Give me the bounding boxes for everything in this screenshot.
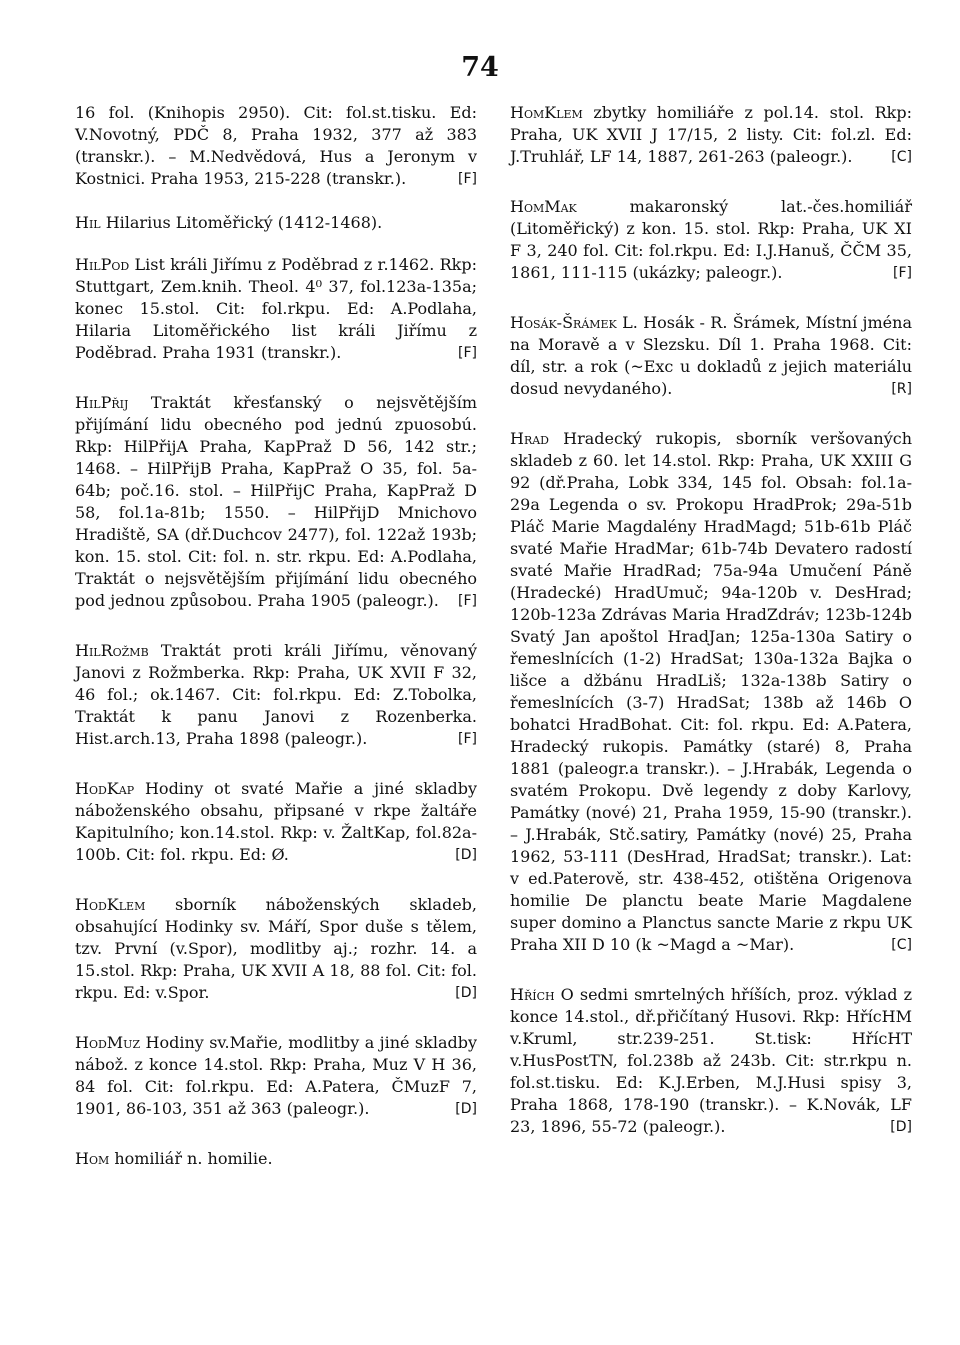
entry-text: Hradecký rukopis, sborník veršovaných skladeb z 60. let 14.stol. Rkp: Praha, UK XXIII G 92 (dř.Praha, Lobk 334, 145 fol. Obsah: fol.1a-29a Legenda o sv. Prokopu HradProk; 29a-51b Pláč Marie Magdalény HradMagd; 51b-61b Pláč svaté Mařie HradMar; 61b-74b Devatero radostí svaté Mařie HradRad; 75a-94a Umučení Páně (Hradecké) HradUmuč; 94a-120b v. DesHrad; 120b-123a Zdrávas Maria HradZdráv; 123b-124b Svatý Jan apoštol HradJan; 125a-130a Satiry o řemeslnících (1-2) HradSat; 130a-132a Bajka o lišce a džbánu HradLiš; 132a-138b Satiry o řemeslnících (3-7) HradSat; 138b až 146b O bohatci HradBohat. Cit: fol. rkpu. Ed: A.Patera, Hradecký rukopis. Památky (staré) 8, Praha 1881 (paleogr.a transkr.). – J.Hrabák, Legenda o svatém Prokopu. Dvě legendy z doby Karlovy, Památky (nové) 21, Praha 1959, 15-90 (transkr.). – J.Hrabák, Stč.satiry, Památky (nové) 25, Praha 1962, 53-111 (DesHrad, HradSat; transkr.). Lat: v ed.Paterově, str. 438-452, otištěna Origenova homilie De planctu beate Marie Magdalene super domino a Planctus sancte Marie z rkpu UK Praha XII D 10 (k ~Magd a ~Mar). — [510, 429, 912, 954]
entry-text: sborník náboženských skladeb, obsahující Hodinky sv. Máří, Spor duše s tělem, tzv. První (v.Spor), modlitby aj.; rozhr. 14. a 15.stol. Rkp: Praha, UK XVII A 18, 88 fol. Cit: fol. rkpu. Ed: v.Spor. — [75, 895, 477, 1002]
entry-source-tag: [C] — [891, 937, 912, 953]
page-number: 74 — [461, 52, 499, 83]
entry-text: makaronský lat.-čes.homiliář (Litoměřický) z kon. 15. stol. Rkp: Praha, UK XI F 3, 240 fol. Cit: fol.rkpu. Ed: I.J.Hanuš, ČČM 35, 1861, 111-115 (ukázky; paleogr.). — [510, 197, 912, 282]
entry-text: List králi Jiřímu z Poděbrad z r.1462. Rkp: Stuttgart, Zem.knih. Theol. 4⁰ 37, fol.123a-135a; konec 15.stol. Cit: fol.rkpu. Ed: A.Podlaha, Hilaria Litoměřického list králi Jiřímu z Poděbrad. Praha 1931 (transkr.). — [75, 255, 477, 362]
right-column — [510, 102, 912, 1138]
entry-source-tag: [F] — [458, 345, 477, 361]
entry-source-tag: [C] — [891, 149, 912, 165]
entry-headword: Hom — [75, 1149, 110, 1168]
entry-headword: Hřích — [510, 985, 555, 1004]
dictionary-entry — [75, 640, 477, 750]
entry-source-tag: [D] — [455, 847, 477, 863]
dictionary-entry — [510, 428, 912, 956]
entry-source-tag: [F] — [458, 171, 477, 187]
entry-headword: HilPod — [75, 255, 130, 274]
entry-headword: HomKlem — [510, 103, 583, 122]
entry-headword: HilPřij — [75, 393, 129, 412]
left-column — [75, 102, 477, 1170]
entry-text: O sedmi smrtelných hříších, proz. výklad z konce 14.stol., dř.přičítaný Husovi. Rkp: HřícHM v.Kruml, str.239-251. St.tisk: HřícHT v.HusPostTN, fol.238b až 243b. Cit: str.rkpu n. fol.st.tisku. Ed: K.J.Erben, M.J.Husi spisy 3, Praha 1868, 178-190 (transkr.). – K.Novák, LF 23, 1896, 55-72 (paleogr.). — [510, 985, 912, 1136]
entry-source-tag: [D] — [455, 1101, 477, 1117]
entry-text: L. Hosák - R. Šrámek, Místní jména na Moravě a v Slezsku. Díl 1. Praha 1968. Cit: díl, str. a rok (~Exc u dokladů z jejich materiálu dosud nevydaného). — [510, 313, 912, 398]
entry-text: zbytky homiliáře z pol.14. stol. Rkp: Praha, UK XVII J 17/15, 2 listy. Cit: fol.zl. Ed: J.Truhlář, LF 14, 1887, 261-263 (paleogr.). — [510, 103, 912, 166]
entry-text: Hodiny ot svaté Mařie a jiné skladby náboženského obsahu, připsané v rkpe žaltáře Kapitulního; kon.14.stol. Rkp: v. ŽaltKap, fol.82a-100b. Cit: fol. rkpu. Ed: Ø. — [75, 779, 477, 864]
entry-text: homiliář n. homilie. — [109, 1149, 273, 1168]
dictionary-entry — [75, 212, 477, 234]
entry-headword: HodKlem — [75, 895, 146, 914]
entry-headword: Hrad — [510, 429, 549, 448]
entry-text: Traktát křesťanský o nejsvětějším přijímání lidu obecného pod jednú zpuosobú. Rkp: HilPřijA Praha, KapPraž D 56, 142 str.; 1468. – HilPřijB Praha, KapPraž O 35, fol. 5a-64b; poč.16. stol. – HilPřijC Praha, KapPraž D 58, fol.1a-81b; 1550. – HilPřijD Mnichovo Hradiště, SA (dř.Duchcov 2477), fol. 122až 193b; kon. 15. stol. Cit: fol. n. str. rkpu. Ed: A.Podlaha, Traktát o nejsvětějším přijímání lidu obecného pod jednou způsobou. Praha 1905 (paleogr.). — [75, 393, 477, 610]
entry-text: Traktát proti králi Jiřímu, věnovaný Janovi z Rožmberka. Rkp: Praha, UK XVII F 32, 46 fol.; ok.1467. Cit: fol.rkpu. Ed: Z.Tobolka, Traktát k panu Janovi z Rozenberka. Hist.arch.13, Praha 1898 (paleogr.). — [75, 641, 477, 748]
dictionary-entry — [510, 102, 912, 168]
entry-text: Hodiny sv.Mařie, modlitby a jiné skladby nábož. z konce 14.stol. Rkp: Praha, Muz V H 36, 84 fol. Cit: fol.rkpu. Ed: A.Patera, ČMuzF 7, 1901, 86-103, 351 až 363 (paleogr.). — [75, 1033, 477, 1118]
entry-source-tag: [F] — [458, 593, 477, 609]
dictionary-entry — [75, 778, 477, 866]
entry-text: Hilarius Litoměřický (1412-1468). — [100, 213, 383, 232]
entry-source-tag: [F] — [458, 731, 477, 747]
dictionary-entry — [75, 1032, 477, 1120]
entry-headword: HodMuz — [75, 1033, 141, 1052]
entry-headword: Hosák-Šrámek — [510, 313, 617, 332]
dictionary-entry — [75, 392, 477, 612]
entry-source-tag: [D] — [890, 1119, 912, 1135]
entry-headword: HomMak — [510, 197, 577, 216]
entry-source-tag: [R] — [891, 381, 912, 397]
dictionary-entry — [510, 312, 912, 400]
dictionary-entry — [510, 984, 912, 1138]
dictionary-entry — [510, 196, 912, 284]
dictionary-entry — [75, 254, 477, 364]
entry-text: 16 fol. (Knihopis 2950). Cit: fol.st.tisku. Ed: V.Novotný, PDČ 8, Praha 1932, 377 až 383 (transkr.). – M.Nedvědová, Hus a Jeronym v Kostnici. Praha 1953, 215-228 (transkr.). — [75, 103, 477, 188]
entry-source-tag: [F] — [893, 265, 912, 281]
entry-headword: Hil — [75, 213, 101, 232]
entry-source-tag: [D] — [455, 985, 477, 1001]
dictionary-entry — [75, 894, 477, 1004]
dictionary-entry — [75, 1148, 477, 1170]
entry-headword: HilRožmb — [75, 641, 149, 660]
dictionary-entry — [75, 102, 477, 190]
entry-headword: HodKap — [75, 779, 135, 798]
